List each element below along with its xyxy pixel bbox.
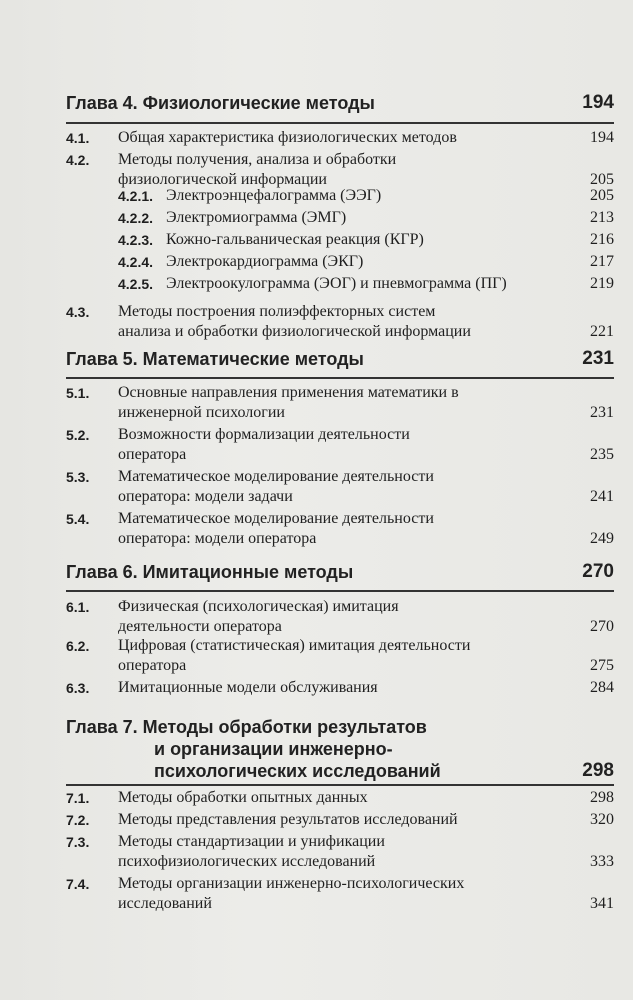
section-number: 4.3. [66, 304, 90, 320]
section-title [166, 186, 570, 206]
section-title-line: оператора: модели оператора [118, 530, 317, 547]
toc-subsection[interactable] [66, 252, 614, 272]
section-page-number: 284 [590, 679, 614, 696]
toc-section[interactable] [66, 788, 614, 808]
section-title-line: Методы стандартизации и унификации [118, 833, 385, 850]
section-number: 4.2.2. [118, 210, 154, 226]
chapter-page-number: 231 [582, 348, 614, 369]
section-page-number: 320 [590, 811, 614, 828]
chapter-heading[interactable] [66, 716, 614, 782]
section-title [118, 810, 570, 830]
section-page-number: 241 [590, 488, 614, 505]
section-number: 4.2.1. [118, 188, 154, 204]
section-page-number: 270 [590, 618, 614, 635]
section-title-line: Общая характеристика физиологических методов [118, 129, 457, 146]
chapter-title-line: и организации инженерно- [154, 739, 393, 759]
chapter-heading[interactable] [66, 92, 614, 114]
toc-section[interactable] [66, 383, 614, 423]
section-title-line: Методы обработки опытных данных [118, 789, 368, 806]
chapter-divider [66, 122, 614, 124]
section-title-line: оператора: модели задачи [118, 488, 293, 505]
section-number: 5.3. [66, 469, 90, 485]
toc-section[interactable] [66, 597, 614, 637]
section-title-line: Методы получения, анализа и обработки [118, 151, 397, 168]
section-title-line: Математическое моделирование деятельности [118, 468, 434, 485]
section-title-line: Электроокулограмма (ЭОГ) и пневмограмма (ПГ) [166, 275, 507, 292]
section-number: 7.1. [66, 790, 90, 806]
section-number: 6.3. [66, 680, 90, 696]
section-title [118, 302, 570, 342]
section-number: 7.4. [66, 876, 90, 892]
section-title-line: Цифровая (статистическая) имитация деятельности [118, 637, 471, 654]
chapter-title-line: Глава 5. Математические методы [66, 349, 364, 369]
section-title-line: Методы представления результатов исследований [118, 811, 458, 828]
section-title [118, 425, 570, 465]
section-title [166, 230, 570, 250]
section-number: 4.2.3. [118, 232, 154, 248]
toc-section[interactable] [66, 874, 614, 914]
section-page-number: 221 [590, 323, 614, 340]
section-number: 4.2.4. [118, 254, 154, 270]
section-title-line: деятельности оператора [118, 618, 282, 635]
chapter-divider [66, 784, 614, 786]
chapter-title [66, 92, 614, 114]
section-title-line: Методы построения полиэффекторных систем [118, 303, 436, 320]
chapter-title-line: Глава 6. Имитационные методы [66, 562, 354, 582]
chapter-page-number: 298 [582, 760, 614, 781]
section-title-line: физиологической информации [118, 171, 327, 188]
toc-subsection[interactable] [66, 208, 614, 228]
toc-subsection[interactable] [66, 230, 614, 250]
toc-section[interactable] [66, 150, 614, 190]
chapter-heading[interactable] [66, 348, 614, 370]
chapter-title [66, 348, 614, 370]
section-title [166, 274, 570, 294]
toc-section[interactable] [66, 302, 614, 342]
section-page-number: 205 [590, 187, 614, 204]
chapter-divider [66, 590, 614, 592]
section-page-number: 235 [590, 446, 614, 463]
section-page-number: 249 [590, 530, 614, 547]
section-title [118, 678, 570, 698]
section-title-line: оператора [118, 446, 187, 463]
chapter-page-number: 194 [582, 92, 614, 113]
section-page-number: 275 [590, 657, 614, 674]
section-number: 5.2. [66, 427, 90, 443]
section-number: 4.2.5. [118, 276, 154, 292]
chapter-divider [66, 377, 614, 379]
toc-subsection[interactable] [66, 274, 614, 294]
toc-section[interactable] [66, 425, 614, 465]
chapter-title [66, 716, 614, 782]
chapter-title-line: психологических исследований [154, 761, 441, 781]
section-page-number: 219 [590, 275, 614, 292]
section-title-line: Электроэнцефалограмма (ЭЭГ) [166, 187, 382, 204]
section-title [118, 788, 570, 808]
toc-section[interactable] [66, 128, 614, 148]
section-page-number: 213 [590, 209, 614, 226]
section-number: 5.1. [66, 385, 90, 401]
toc-section[interactable] [66, 509, 614, 549]
chapter-title-line: Глава 4. Физиологические методы [66, 93, 375, 113]
section-number: 7.2. [66, 812, 90, 828]
section-title-line: Имитационные модели обслуживания [118, 679, 378, 696]
section-title [118, 150, 570, 190]
chapter-title-line: Глава 7. Методы обработки результатов [66, 717, 427, 737]
section-page-number: 216 [590, 231, 614, 248]
section-number: 7.3. [66, 834, 90, 850]
section-title [118, 597, 570, 637]
toc-section[interactable] [66, 832, 614, 872]
section-title [118, 383, 570, 423]
toc-section[interactable] [66, 636, 614, 676]
chapter-title [66, 561, 614, 583]
section-title-line: Возможности формализации деятельности [118, 426, 410, 443]
section-title [166, 208, 570, 228]
section-title-line: Электромиограмма (ЭМГ) [166, 209, 347, 226]
toc-section[interactable] [66, 810, 614, 830]
section-title [118, 874, 570, 914]
section-title-line: психофизиологических исследований [118, 853, 376, 870]
section-title [166, 252, 570, 272]
section-page-number: 333 [590, 853, 614, 870]
section-title-line: Физическая (психологическая) имитация [118, 598, 399, 615]
section-title-line: Электрокардиограмма (ЭКГ) [166, 253, 364, 270]
section-title-line: Основные направления применения математики в [118, 384, 459, 401]
section-number: 5.4. [66, 511, 90, 527]
section-title [118, 509, 570, 549]
section-page-number: 194 [590, 129, 614, 146]
section-title [118, 636, 570, 676]
section-title [118, 128, 570, 148]
section-title [118, 832, 570, 872]
chapter-heading[interactable] [66, 561, 614, 583]
section-title-line: инженерной психологии [118, 404, 285, 421]
section-page-number: 217 [590, 253, 614, 270]
section-number: 6.1. [66, 599, 90, 615]
section-page-number: 341 [590, 895, 614, 912]
section-title-line: анализа и обработки физиологической информации [118, 323, 471, 340]
section-number: 4.2. [66, 152, 90, 168]
section-number: 6.2. [66, 638, 90, 654]
section-title-line: Математическое моделирование деятельности [118, 510, 434, 527]
section-title-line: оператора [118, 657, 187, 674]
section-title [118, 467, 570, 507]
toc-section[interactable] [66, 678, 614, 698]
section-title-line: Методы организации инженерно-психологических [118, 875, 465, 892]
section-title-line: исследований [118, 895, 212, 912]
chapter-page-number: 270 [582, 561, 614, 582]
section-page-number: 298 [590, 789, 614, 806]
toc-subsection[interactable] [66, 186, 614, 206]
toc-section[interactable] [66, 467, 614, 507]
section-page-number: 231 [590, 404, 614, 421]
section-page-number: 205 [590, 171, 614, 188]
section-number: 4.1. [66, 130, 90, 146]
section-title-line: Кожно-гальваническая реакция (КГР) [166, 231, 424, 248]
